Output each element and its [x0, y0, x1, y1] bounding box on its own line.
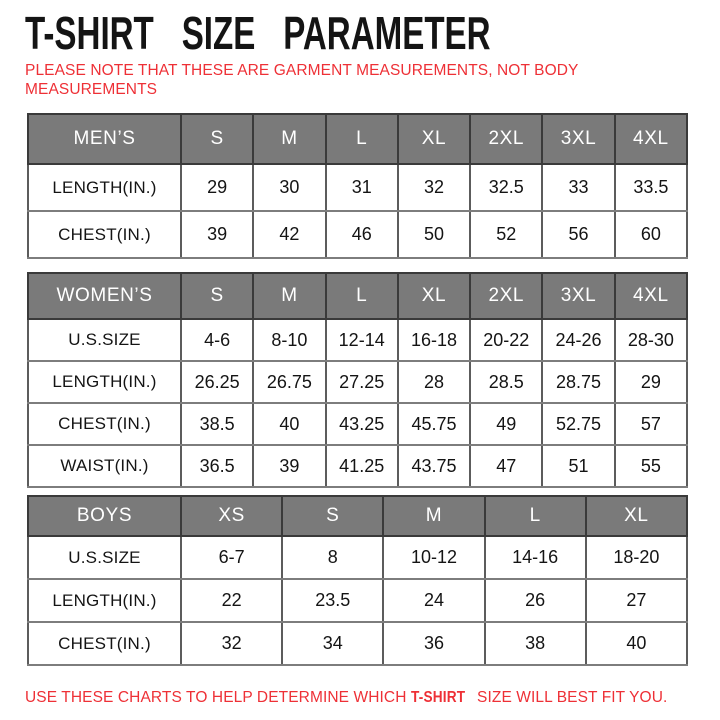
value-cell: 30 [253, 164, 325, 211]
value-cell: 29 [615, 361, 687, 403]
table-header-row [28, 114, 687, 164]
value-cell: 26.75 [253, 361, 325, 403]
value-cell: 50 [398, 211, 470, 258]
value-cell: 31 [326, 164, 398, 211]
table-row [28, 164, 687, 211]
value-cell: 55 [615, 445, 687, 487]
size-column-header: M [253, 114, 325, 164]
table-row [28, 445, 687, 487]
value-cell: 56 [542, 211, 614, 258]
table-row [28, 579, 687, 622]
value-cell: 40 [253, 403, 325, 445]
mens-size-table [27, 113, 688, 259]
value-cell: 38 [485, 622, 586, 665]
garment-measurement-note: PLEASE NOTE THAT THESE ARE GARMENT MEASUREMENTS, NOT BODY MEASUREMENTS [25, 62, 579, 98]
value-cell: 33.5 [615, 164, 687, 211]
value-cell: 24-26 [542, 319, 614, 361]
value-cell: 26 [485, 579, 586, 622]
value-cell: 6-7 [181, 536, 282, 579]
row-label-cell: CHEST(IN.) [28, 622, 181, 665]
value-cell: 32 [181, 622, 282, 665]
footer-note-emphasis: T-SHIRT [410, 689, 466, 706]
table-header-row [28, 273, 687, 319]
value-cell: 36 [383, 622, 484, 665]
value-cell: 51 [542, 445, 614, 487]
value-cell: 52 [470, 211, 542, 258]
value-cell: 41.25 [326, 445, 398, 487]
size-column-header: M [383, 496, 484, 536]
value-cell: 22 [181, 579, 282, 622]
size-column-header: 4XL [615, 273, 687, 319]
value-cell: 43.25 [326, 403, 398, 445]
footer-note-prefix: USE THESE CHARTS TO HELP DETERMINE WHICH [25, 689, 411, 706]
value-cell: 38.5 [181, 403, 253, 445]
table-row [28, 319, 687, 361]
value-cell: 39 [253, 445, 325, 487]
value-cell: 32.5 [470, 164, 542, 211]
value-cell: 14-16 [485, 536, 586, 579]
value-cell: 28-30 [615, 319, 687, 361]
table-title-cell: MEN’S [28, 114, 181, 164]
size-column-header: S [282, 496, 383, 536]
footer-note [25, 689, 690, 707]
value-cell: 42 [253, 211, 325, 258]
size-column-header: 2XL [470, 273, 542, 319]
table-row [28, 211, 687, 258]
value-cell: 47 [470, 445, 542, 487]
value-cell: 46 [326, 211, 398, 258]
value-cell: 26.25 [181, 361, 253, 403]
size-column-header: 4XL [615, 114, 687, 164]
row-label-cell: WAIST(IN.) [28, 445, 181, 487]
page-title [25, 7, 690, 59]
value-cell: 4-6 [181, 319, 253, 361]
value-cell: 28 [398, 361, 470, 403]
value-cell: 49 [470, 403, 542, 445]
value-cell: 29 [181, 164, 253, 211]
size-column-header: M [253, 273, 325, 319]
value-cell: 34 [282, 622, 383, 665]
size-column-header: 3XL [542, 273, 614, 319]
row-label-cell: LENGTH(IN.) [28, 164, 181, 211]
table-title-cell: BOYS [28, 496, 181, 536]
table-row [28, 361, 687, 403]
row-label-cell: U.S.SIZE [28, 536, 181, 579]
size-column-header: XL [586, 496, 687, 536]
value-cell: 39 [181, 211, 253, 258]
value-cell: 8-10 [253, 319, 325, 361]
value-cell: 20-22 [470, 319, 542, 361]
row-label-cell: U.S.SIZE [28, 319, 181, 361]
size-column-header: S [181, 273, 253, 319]
table-row [28, 536, 687, 579]
table-row [28, 403, 687, 445]
value-cell: 28.75 [542, 361, 614, 403]
value-cell: 27.25 [326, 361, 398, 403]
value-cell: 40 [586, 622, 687, 665]
table-header-row [28, 496, 687, 536]
row-label-cell: CHEST(IN.) [28, 403, 181, 445]
row-label-cell: CHEST(IN.) [28, 211, 181, 258]
value-cell: 12-14 [326, 319, 398, 361]
value-cell: 32 [398, 164, 470, 211]
value-cell: 10-12 [383, 536, 484, 579]
row-label-cell: LENGTH(IN.) [28, 361, 181, 403]
value-cell: 36.5 [181, 445, 253, 487]
value-cell: 27 [586, 579, 687, 622]
row-label-cell: LENGTH(IN.) [28, 579, 181, 622]
value-cell: 33 [542, 164, 614, 211]
page-title-text: T-SHIRT SIZE PARAMETER [25, 7, 491, 59]
value-cell: 24 [383, 579, 484, 622]
value-cell: 28.5 [470, 361, 542, 403]
boys-size-table [27, 495, 688, 666]
value-cell: 60 [615, 211, 687, 258]
size-column-header: XL [398, 114, 470, 164]
value-cell: 52.75 [542, 403, 614, 445]
value-cell: 57 [615, 403, 687, 445]
size-column-header: L [485, 496, 586, 536]
table-row [28, 622, 687, 665]
size-column-header: 3XL [542, 114, 614, 164]
table-title-cell: WOMEN’S [28, 273, 181, 319]
size-column-header: 2XL [470, 114, 542, 164]
womens-size-table [27, 272, 688, 488]
size-column-header: XL [398, 273, 470, 319]
value-cell: 16-18 [398, 319, 470, 361]
footer-note-suffix: SIZE WILL BEST FIT YOU. [472, 689, 668, 706]
value-cell: 18-20 [586, 536, 687, 579]
size-column-header: L [326, 273, 398, 319]
size-column-header: S [181, 114, 253, 164]
size-column-header: XS [181, 496, 282, 536]
size-column-header: L [326, 114, 398, 164]
value-cell: 8 [282, 536, 383, 579]
value-cell: 45.75 [398, 403, 470, 445]
value-cell: 43.75 [398, 445, 470, 487]
value-cell: 23.5 [282, 579, 383, 622]
